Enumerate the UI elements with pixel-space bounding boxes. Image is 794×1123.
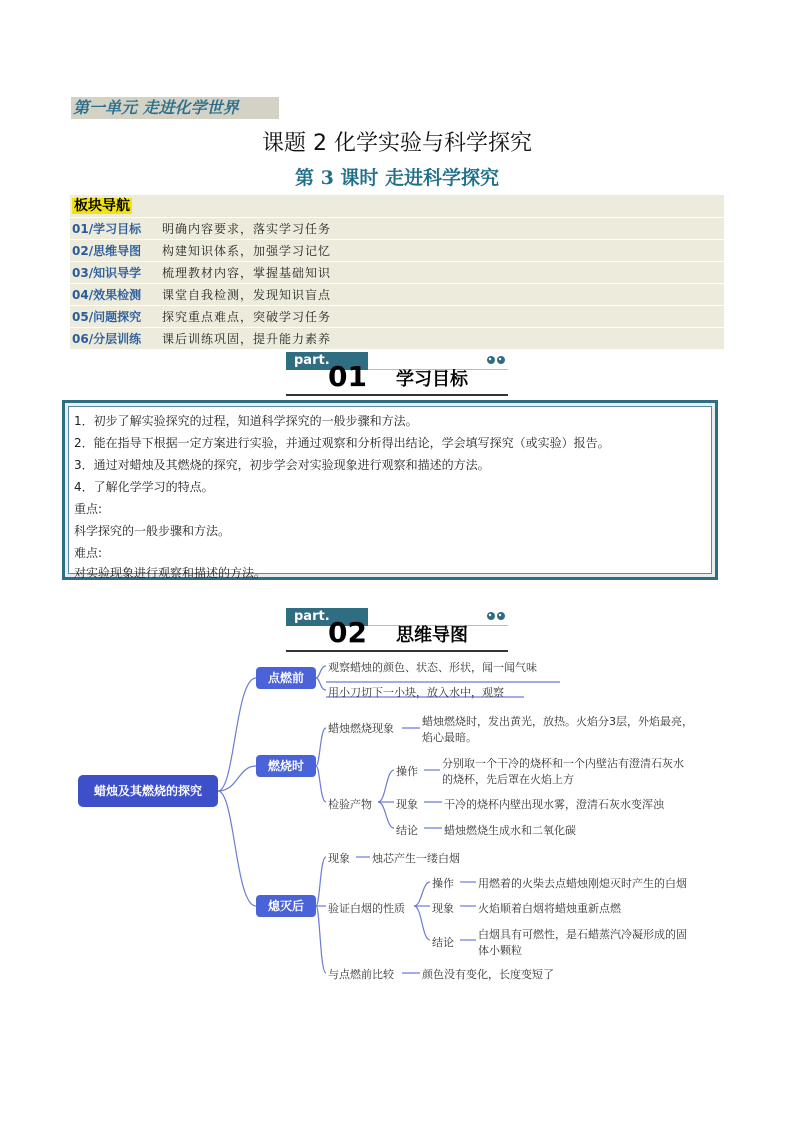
key-point-label: 重点: — [74, 502, 103, 516]
conclusion-text: 体小颗粒 — [478, 944, 522, 957]
lesson-title: 课题 2 化学实验与科学探究 — [262, 131, 532, 156]
unit-title: 第一单元 走进化学世界 — [71, 97, 279, 119]
operation-text: 分别取一个干冷的烧杯和一个内壁沾有澄清石灰水 — [442, 757, 684, 770]
conclusion-text: 白烟具有可燃性，是石蜡蒸汽冷凝形成的固 — [478, 928, 687, 941]
nav-code: 01/学习目标 — [72, 222, 142, 236]
node-before-lighting: 点燃前 — [256, 667, 316, 689]
observation-text: 火焰顺着白烟将蜡烛重新点燃 — [478, 902, 621, 915]
nav-code: 04/效果检测 — [72, 288, 142, 302]
mindmap-root-node: 蜡烛及其燃烧的探究 — [78, 775, 218, 807]
node-after-extinguish: 熄灭后 — [256, 895, 316, 917]
part-number: 02 — [328, 616, 367, 649]
operation-label: 操作 — [396, 765, 418, 778]
conclusion-text: 蜡烛燃烧生成水和二氧化碳 — [444, 824, 576, 837]
node-while-burning: 燃烧时 — [256, 755, 316, 777]
compare-text: 颜色没有变化，长度变短了 — [422, 968, 554, 981]
observation-label: 现象 — [396, 798, 418, 811]
compare-label: 与点燃前比较 — [328, 968, 394, 981]
nav-desc: 明确内容要求，落实学习任务 — [162, 222, 332, 236]
goal-line: 1．初步了解实验探究的过程，知道科学探究的一般步骤和方法。 — [74, 414, 418, 428]
nav-code: 05/问题探究 — [72, 310, 142, 324]
nav-title: 板块导航 — [74, 198, 130, 214]
goal-line: 4．了解化学学习的特点。 — [74, 480, 214, 494]
nav-desc: 构建知识体系，加强学习记忆 — [162, 244, 332, 258]
part-number: 01 — [328, 360, 367, 393]
conclusion-label: 结论 — [432, 936, 454, 949]
difficulty-label: 难点: — [74, 546, 103, 560]
goal-line: 3．通过对蜡烛及其燃烧的探究，初步学会对实验现象进行观察和描述的方法。 — [74, 458, 490, 472]
part-tag: part. — [286, 352, 368, 370]
after-phenomenon-label: 现象 — [328, 852, 350, 865]
operation-label: 操作 — [432, 877, 454, 890]
goal-line: 2．能在指导下根据一定方案进行实验，并通过观察和分析得出结论，学会填写探究（或实验）报告。 — [74, 436, 610, 450]
nav-code: 02/思维导图 — [72, 244, 142, 258]
nav-desc: 课堂自我检测，发现知识盲点 — [162, 288, 332, 302]
nav-desc: 梳理教材内容，掌握基础知识 — [162, 266, 332, 280]
burning-phenomenon-label: 蜡烛燃烧现象 — [328, 722, 394, 735]
period-title: 第 3 课时 走进科学探究 — [294, 167, 500, 189]
before-item: 观察蜡烛的颜色、状态、形状，闻一闻气味 — [328, 661, 537, 674]
operation-text: 的烧杯，先后罩在火焰上方 — [442, 773, 574, 786]
part-title: 学习目标 — [396, 369, 468, 390]
nav-desc: 课后训练巩固，提升能力素养 — [162, 332, 332, 346]
burning-phenomenon-text: 蜡烛燃烧时，发出黄光，放热。火焰分3层，外焰最亮， — [422, 715, 693, 728]
nav-desc: 探究重点难点，突破学习任务 — [162, 310, 332, 324]
verify-smoke-label: 验证白烟的性质 — [328, 902, 405, 915]
nav-code: 03/知识导学 — [72, 266, 142, 280]
operation-text: 用燃着的火柴去点蜡烛刚熄灭时产生的白烟 — [478, 877, 687, 890]
test-products-label: 检验产物 — [328, 798, 372, 811]
before-item: 用小刀切下一小块，放入水中，观察 — [328, 686, 504, 699]
nav-code: 06/分层训练 — [72, 332, 142, 346]
observation-text: 干冷的烧杯内壁出现水雾，澄清石灰水变浑浊 — [444, 798, 664, 811]
observation-label: 现象 — [432, 902, 454, 915]
part-tag: part. — [286, 608, 368, 626]
key-point-text: 科学探究的一般步骤和方法。 — [74, 524, 231, 538]
burning-phenomenon-text: 焰心最暗。 — [422, 731, 477, 744]
part-title: 思维导图 — [396, 625, 468, 646]
conclusion-label: 结论 — [396, 824, 418, 837]
difficulty-text: 对实验现象进行观察和描述的方法。 — [74, 566, 267, 580]
after-phenomenon-text: 烛芯产生一缕白烟 — [372, 852, 460, 865]
